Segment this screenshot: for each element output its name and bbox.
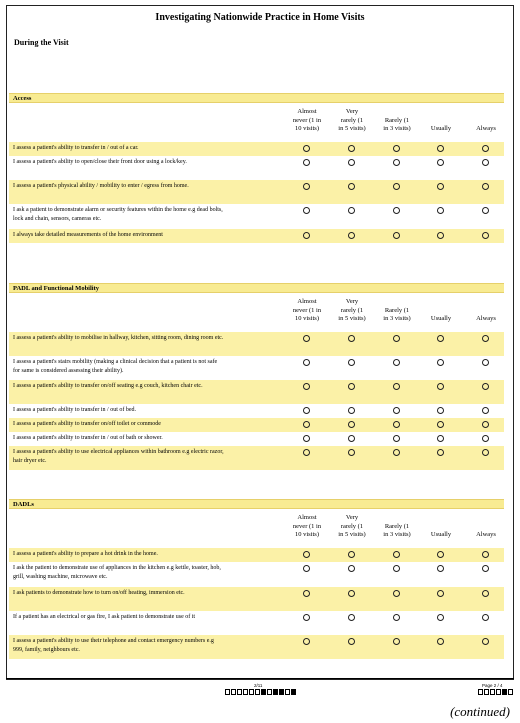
question-text: I assess a patient's ability to transfer in / out of bath or shower. bbox=[13, 435, 163, 441]
radio-option[interactable] bbox=[437, 590, 444, 597]
question-row bbox=[9, 587, 504, 611]
radio-option[interactable] bbox=[393, 435, 400, 442]
question-text: I assess a patient's ability to open/close their front door using a lock/key. bbox=[13, 159, 187, 165]
radio-option[interactable] bbox=[393, 207, 400, 214]
radio-option[interactable] bbox=[303, 383, 310, 390]
radio-option[interactable] bbox=[393, 335, 400, 342]
question-text: I ask patients to demonstrate how to turn on/off heating, immersion etc. bbox=[13, 590, 185, 596]
radio-option[interactable] bbox=[482, 145, 489, 152]
question-text: I assess a patient's ability to use their telephone and contact emergency numbers e.g 999, family, neighbours etc. bbox=[13, 638, 214, 653]
column-header: Rarely (1 in 3 visits) bbox=[383, 116, 411, 132]
barcode-left bbox=[225, 689, 296, 695]
column-header: Almost never (1 in 10 visits) bbox=[292, 514, 322, 538]
question-row bbox=[9, 418, 504, 432]
radio-option[interactable] bbox=[303, 335, 310, 342]
question-row bbox=[9, 204, 504, 229]
radio-option[interactable] bbox=[303, 232, 310, 239]
radio-option[interactable] bbox=[303, 207, 310, 214]
radio-option[interactable] bbox=[348, 638, 355, 645]
question-text: I assess a patient's ability to transfer in / out of a car. bbox=[13, 145, 139, 151]
radio-option[interactable] bbox=[393, 565, 400, 572]
radio-option[interactable] bbox=[393, 421, 400, 428]
question-text: If a patient has an electrical or gas fire, I ask patient to demonstrate use of it bbox=[13, 614, 196, 620]
column-header: Very rarely (1 in 5 visits) bbox=[338, 298, 366, 322]
radio-option[interactable] bbox=[303, 638, 310, 645]
radio-option[interactable] bbox=[393, 551, 400, 558]
question-row bbox=[9, 180, 504, 204]
question-row bbox=[9, 142, 504, 156]
radio-option[interactable] bbox=[393, 145, 400, 152]
document-title: Investigating Nationwide Practice in Home Visits bbox=[155, 12, 365, 23]
barcode-right bbox=[478, 689, 513, 695]
question-row bbox=[9, 446, 504, 470]
radio-option[interactable] bbox=[303, 590, 310, 597]
radio-option[interactable] bbox=[393, 359, 400, 366]
footer-code: 2/11 bbox=[254, 683, 263, 688]
column-header: Always bbox=[476, 125, 496, 132]
column-header: Rarely (1 in 3 visits) bbox=[383, 306, 411, 322]
radio-option[interactable] bbox=[437, 551, 444, 558]
question-text: I assess a patient's ability to transfer on/off seating e.g couch, kitchen chair etc. bbox=[13, 383, 203, 389]
question-row bbox=[9, 548, 504, 562]
question-text: I assess a patient's ability to use electrical appliances within bathroom e.g electric razor, hair dryer etc. bbox=[13, 449, 224, 464]
radio-option[interactable] bbox=[348, 590, 355, 597]
block-access bbox=[9, 93, 504, 238]
radio-option[interactable] bbox=[437, 449, 444, 456]
radio-option[interactable] bbox=[437, 232, 444, 239]
radio-option[interactable] bbox=[482, 638, 489, 645]
footer-divider bbox=[6, 678, 514, 679]
radio-option[interactable] bbox=[437, 207, 444, 214]
radio-option[interactable] bbox=[482, 383, 489, 390]
radio-option[interactable] bbox=[437, 407, 444, 414]
radio-option[interactable] bbox=[303, 159, 310, 166]
question-row bbox=[9, 562, 504, 587]
question-text: I ask a patient to demonstrate alarm or security features within the home e.g dead bolts, lock and chain, sensors, cameras etc. bbox=[13, 207, 223, 222]
radio-option[interactable] bbox=[348, 183, 355, 190]
radio-option[interactable] bbox=[348, 407, 355, 414]
question-row bbox=[9, 356, 504, 380]
radio-option[interactable] bbox=[303, 449, 310, 456]
column-header: Always bbox=[476, 531, 496, 538]
radio-option[interactable] bbox=[303, 183, 310, 190]
radio-option[interactable] bbox=[482, 207, 489, 214]
question-text: I assess a patient's ability to mobilise in hallway, kitchen, sitting room, dining room etc. bbox=[13, 335, 224, 341]
radio-option[interactable] bbox=[348, 207, 355, 214]
radio-option[interactable] bbox=[482, 335, 489, 342]
question-row bbox=[9, 156, 504, 180]
column-header: Rarely (1 in 3 visits) bbox=[383, 522, 411, 538]
block-title: Access bbox=[9, 93, 504, 103]
radio-option[interactable] bbox=[393, 159, 400, 166]
radio-option[interactable] bbox=[303, 435, 310, 442]
radio-option[interactable] bbox=[482, 183, 489, 190]
radio-option[interactable] bbox=[348, 159, 355, 166]
question-text: I assess a patient's ability to transfer in / out of bed. bbox=[13, 407, 137, 413]
column-header: Very rarely (1 in 5 visits) bbox=[338, 514, 366, 538]
radio-option[interactable] bbox=[303, 614, 310, 621]
radio-option[interactable] bbox=[437, 383, 444, 390]
radio-option[interactable] bbox=[437, 159, 444, 166]
radio-option[interactable] bbox=[393, 383, 400, 390]
radio-option[interactable] bbox=[348, 551, 355, 558]
block-padl-and-functional-mobility bbox=[9, 283, 504, 464]
radio-option[interactable] bbox=[437, 359, 444, 366]
radio-option[interactable] bbox=[348, 335, 355, 342]
radio-option[interactable] bbox=[393, 232, 400, 239]
radio-option[interactable] bbox=[482, 565, 489, 572]
radio-option[interactable] bbox=[348, 383, 355, 390]
radio-option[interactable] bbox=[437, 614, 444, 621]
radio-option[interactable] bbox=[482, 435, 489, 442]
radio-option[interactable] bbox=[482, 232, 489, 239]
question-text: I always take detailed measurements of the home environment bbox=[13, 232, 163, 238]
radio-option[interactable] bbox=[303, 551, 310, 558]
radio-option[interactable] bbox=[393, 590, 400, 597]
radio-option[interactable] bbox=[348, 614, 355, 621]
radio-option[interactable] bbox=[393, 638, 400, 645]
radio-option[interactable] bbox=[482, 551, 489, 558]
radio-option[interactable] bbox=[348, 565, 355, 572]
column-header: Usually bbox=[430, 315, 452, 322]
column-header: Very rarely (1 in 5 visits) bbox=[338, 108, 366, 132]
radio-option[interactable] bbox=[437, 421, 444, 428]
radio-option[interactable] bbox=[393, 183, 400, 190]
radio-option[interactable] bbox=[437, 638, 444, 645]
question-text: I assess a patient's physical ability / mobility to enter / egress from home. bbox=[13, 183, 189, 189]
radio-option[interactable] bbox=[482, 359, 489, 366]
radio-option[interactable] bbox=[437, 335, 444, 342]
column-header: Always bbox=[476, 315, 496, 322]
radio-option[interactable] bbox=[348, 435, 355, 442]
radio-option[interactable] bbox=[303, 565, 310, 572]
radio-option[interactable] bbox=[482, 614, 489, 621]
radio-option[interactable] bbox=[393, 407, 400, 414]
radio-option[interactable] bbox=[348, 232, 355, 239]
radio-option[interactable] bbox=[348, 359, 355, 366]
radio-option[interactable] bbox=[437, 565, 444, 572]
radio-option[interactable] bbox=[303, 359, 310, 366]
question-row bbox=[9, 404, 504, 418]
question-row bbox=[9, 229, 504, 243]
radio-option[interactable] bbox=[437, 183, 444, 190]
page-number: Page 2 / 4 bbox=[482, 683, 503, 688]
column-header: Usually bbox=[430, 125, 452, 132]
radio-option[interactable] bbox=[303, 145, 310, 152]
column-header: Almost never (1 in 10 visits) bbox=[292, 298, 322, 322]
question-row bbox=[9, 432, 504, 446]
block-title: PADL and Functional Mobility bbox=[9, 283, 504, 293]
radio-option[interactable] bbox=[303, 421, 310, 428]
question-text: I ask the patient to demonstrate use of appliances in the kitchen e.g kettle, toaster, hob, grill, washing machine, microwave etc. bbox=[13, 565, 221, 580]
radio-option[interactable] bbox=[303, 407, 310, 414]
radio-option[interactable] bbox=[393, 614, 400, 621]
radio-option[interactable] bbox=[482, 407, 489, 414]
radio-option[interactable] bbox=[348, 449, 355, 456]
question-row bbox=[9, 380, 504, 404]
block-title: DADLs bbox=[9, 499, 504, 509]
question-text: I assess a patient's stairs mobility (making a clinical decision that a patient is not safe for same is considered assessing their ability). bbox=[13, 359, 218, 374]
section-heading: During the Visit bbox=[14, 38, 69, 47]
continued-label: (continued) bbox=[450, 704, 510, 719]
column-header: Almost never (1 in 10 visits) bbox=[292, 108, 322, 132]
radio-option[interactable] bbox=[348, 421, 355, 428]
radio-option[interactable] bbox=[348, 145, 355, 152]
question-text: I assess a patient's ability to transfer on/off toilet or commode bbox=[13, 421, 161, 427]
radio-option[interactable] bbox=[482, 449, 489, 456]
question-text: I assess a patient's ability to prepare a hot drink in the home. bbox=[13, 551, 158, 557]
radio-option[interactable] bbox=[393, 449, 400, 456]
block-dadls bbox=[9, 499, 504, 653]
question-row bbox=[9, 611, 504, 635]
question-row bbox=[9, 332, 504, 356]
radio-option[interactable] bbox=[482, 159, 489, 166]
radio-option[interactable] bbox=[437, 435, 444, 442]
radio-option[interactable] bbox=[482, 421, 489, 428]
question-row bbox=[9, 635, 504, 659]
radio-option[interactable] bbox=[437, 145, 444, 152]
radio-option[interactable] bbox=[482, 590, 489, 597]
column-header: Usually bbox=[430, 531, 452, 538]
